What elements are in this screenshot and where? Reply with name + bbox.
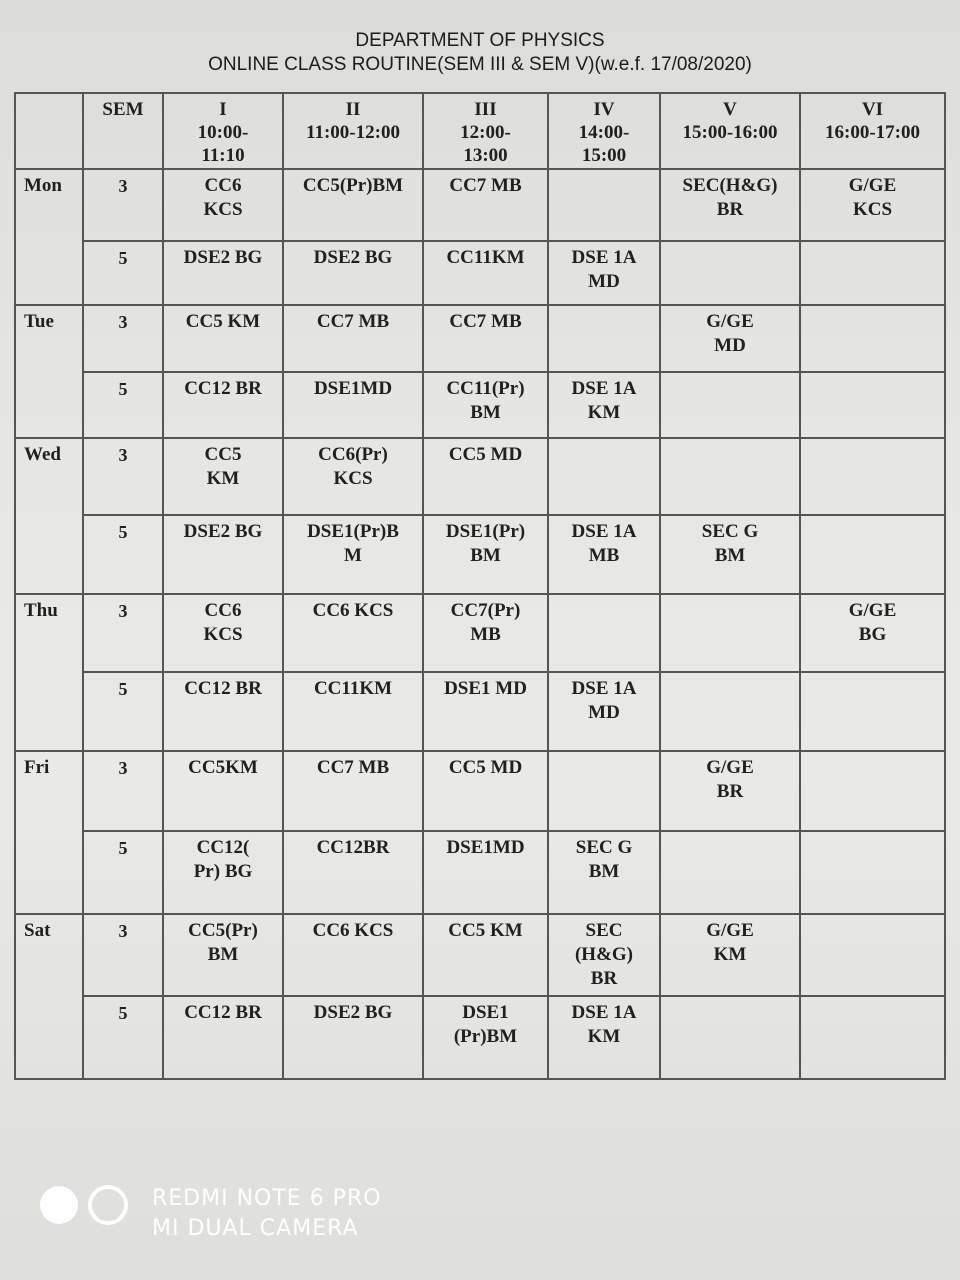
camera-ring-icon	[88, 1185, 128, 1225]
class-cell: CC11(Pr) BM	[423, 372, 548, 438]
class-cell: DSE2 BG	[283, 241, 423, 305]
class-cell: G/GE BR	[660, 751, 800, 832]
class-cell: G/GE BG	[800, 594, 945, 673]
class-cell	[548, 169, 660, 242]
class-cell: DSE 1A KM	[548, 372, 660, 438]
table-row	[15, 515, 945, 594]
class-cell: CC12 BR	[163, 372, 283, 438]
day-label: Fri	[15, 751, 83, 914]
class-cell: G/GE KM	[660, 914, 800, 997]
day-label: Mon	[15, 169, 83, 306]
class-cell: DSE2 BG	[163, 515, 283, 594]
table-row	[15, 831, 945, 914]
table-row	[15, 672, 945, 751]
class-cell: CC12BR	[283, 831, 423, 914]
class-cell: DSE 1A MD	[548, 672, 660, 751]
class-cell	[548, 594, 660, 673]
sem-cell: 5	[83, 831, 163, 914]
class-cell: G/GE KCS	[800, 169, 945, 242]
class-cell: CC5(Pr) BM	[163, 914, 283, 997]
table-row	[15, 751, 945, 832]
class-cell: DSE1MD	[423, 831, 548, 914]
class-cell	[800, 305, 945, 371]
class-cell	[660, 831, 800, 914]
class-cell: CC12 BR	[163, 996, 283, 1079]
class-cell: DSE1MD	[283, 372, 423, 438]
class-cell: CC7 MB	[283, 751, 423, 832]
class-cell: DSE 1A KM	[548, 996, 660, 1079]
column-header-2: I 10:00- 11:10	[163, 93, 283, 169]
class-cell: DSE1 (Pr)BM	[423, 996, 548, 1079]
sem-cell: 3	[83, 751, 163, 832]
class-cell: CC6 KCS	[163, 594, 283, 673]
day-label: Thu	[15, 594, 83, 751]
class-cell: CC6(Pr) KCS	[283, 438, 423, 515]
class-cell	[800, 996, 945, 1079]
class-cell: DSE 1A MD	[548, 241, 660, 305]
class-cell: CC12 BR	[163, 672, 283, 751]
watermark-camera: MI DUAL CAMERA	[152, 1216, 359, 1241]
sem-cell: 3	[83, 914, 163, 997]
column-header-4: III 12:00- 13:00	[423, 93, 548, 169]
table-row	[15, 241, 945, 305]
column-header-5: IV 14:00- 15:00	[548, 93, 660, 169]
department-title: DEPARTMENT OF PHYSICS	[355, 30, 605, 51]
column-header-6: V 15:00-16:00	[660, 93, 800, 169]
class-cell: CC5 MD	[423, 751, 548, 832]
camera-lens-icon	[40, 1186, 78, 1224]
table-row	[15, 996, 945, 1079]
class-cell: CC5 MD	[423, 438, 548, 515]
sem-cell: 5	[83, 515, 163, 594]
class-cell: CC7 MB	[423, 169, 548, 242]
class-cell: G/GE MD	[660, 305, 800, 371]
day-label: Sat	[15, 914, 83, 1079]
class-cell	[548, 305, 660, 371]
class-cell: CC5 KM	[423, 914, 548, 997]
class-cell	[660, 996, 800, 1079]
class-cell: SEC(H&G) BR	[660, 169, 800, 242]
class-cell: CC12( Pr) BG	[163, 831, 283, 914]
class-cell	[800, 831, 945, 914]
class-cell	[800, 751, 945, 832]
class-cell: CC5KM	[163, 751, 283, 832]
sem-cell: 5	[83, 241, 163, 305]
class-cell: CC6 KCS	[163, 169, 283, 242]
table-row	[15, 914, 945, 997]
sem-cell: 3	[83, 169, 163, 242]
table-header-row	[15, 93, 945, 169]
sem-cell: 3	[83, 438, 163, 515]
class-cell: CC11KM	[423, 241, 548, 305]
class-cell: CC5(Pr)BM	[283, 169, 423, 242]
sem-cell: 5	[83, 672, 163, 751]
class-cell	[548, 751, 660, 832]
sem-cell: 5	[83, 996, 163, 1079]
column-header-0	[15, 93, 83, 169]
class-cell: CC11KM	[283, 672, 423, 751]
class-cell: DSE1(Pr) BM	[423, 515, 548, 594]
class-cell	[548, 438, 660, 515]
class-cell: DSE2 BG	[163, 241, 283, 305]
class-cell: CC5 KM	[163, 305, 283, 371]
class-cell: DSE 1A MB	[548, 515, 660, 594]
sem-cell: 3	[83, 305, 163, 371]
column-header-7: VI 16:00-17:00	[800, 93, 945, 169]
class-cell: CC7(Pr) MB	[423, 594, 548, 673]
class-cell	[800, 515, 945, 594]
class-cell	[660, 672, 800, 751]
class-cell: SEC (H&G) BR	[548, 914, 660, 997]
sem-cell: 3	[83, 594, 163, 673]
column-header-3: II 11:00-12:00	[283, 93, 423, 169]
class-cell: CC5 KM	[163, 438, 283, 515]
class-cell	[660, 241, 800, 305]
table-row	[15, 169, 945, 242]
class-cell: DSE1 MD	[423, 672, 548, 751]
table-row	[15, 594, 945, 673]
table-row	[15, 372, 945, 438]
class-cell	[800, 438, 945, 515]
camera-logo	[40, 1185, 128, 1225]
class-routine-table	[14, 92, 946, 1080]
day-label: Wed	[15, 438, 83, 593]
class-cell: CC7 MB	[423, 305, 548, 371]
column-header-1: SEM	[83, 93, 163, 169]
class-cell: CC6 KCS	[283, 914, 423, 997]
class-cell	[800, 372, 945, 438]
class-cell	[800, 914, 945, 997]
class-cell	[800, 672, 945, 751]
table-row	[15, 438, 945, 515]
class-cell: DSE2 BG	[283, 996, 423, 1079]
class-cell	[660, 372, 800, 438]
table-row	[15, 305, 945, 371]
class-cell: CC7 MB	[283, 305, 423, 371]
class-cell	[660, 594, 800, 673]
watermark-model: REDMI NOTE 6 PRO	[152, 1186, 382, 1211]
day-label: Tue	[15, 305, 83, 438]
class-cell: SEC G BM	[660, 515, 800, 594]
class-cell	[660, 438, 800, 515]
class-cell	[800, 241, 945, 305]
routine-title: ONLINE CLASS ROUTINE(SEM III & SEM V)(w.e.f. 17/08/2020)	[208, 54, 752, 75]
class-cell: CC6 KCS	[283, 594, 423, 673]
class-cell: DSE1(Pr)B M	[283, 515, 423, 594]
sem-cell: 5	[83, 372, 163, 438]
class-cell: SEC G BM	[548, 831, 660, 914]
